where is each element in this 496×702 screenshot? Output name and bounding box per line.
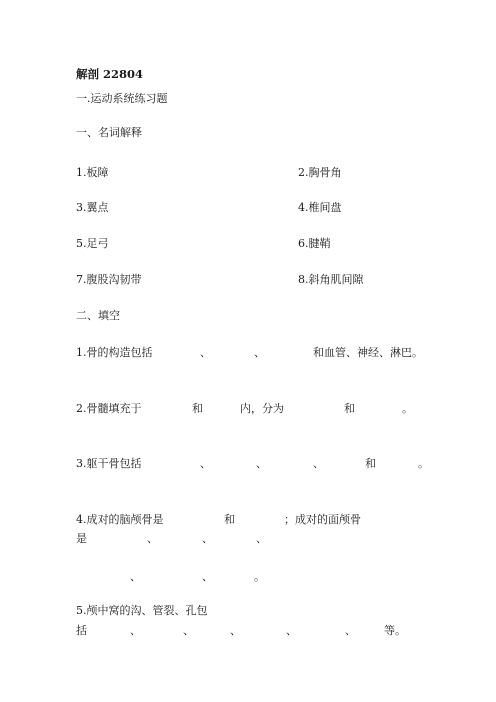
- question-2-mid: 内，分为: [240, 402, 284, 415]
- question-2-stem: 2.骨髓填充于: [76, 402, 142, 415]
- term-item: 4.椎间盘: [298, 201, 342, 214]
- blank-separator: 、: [202, 570, 213, 583]
- blank-separator: 、: [130, 624, 141, 637]
- blank-separator: 、: [147, 532, 158, 545]
- section-heading-terms: 一、名词解释: [76, 126, 142, 139]
- question-3-end: 。: [418, 457, 429, 470]
- blank-separator: 、: [230, 624, 241, 637]
- question-4-stem: 4.成对的脑颅骨是: [76, 513, 164, 526]
- blank-separator: 、: [183, 624, 194, 637]
- question-2-end: 。: [402, 402, 413, 415]
- term-item: 7.腹股沟韧带: [76, 273, 142, 286]
- document-title: 解剖 22804: [76, 67, 144, 81]
- blank-connector: 和: [224, 513, 235, 526]
- term-item: 6.腱鞘: [298, 237, 331, 250]
- blank-separator: 、: [254, 346, 265, 359]
- blank-separator: 、: [256, 457, 267, 470]
- term-item: 5.足弓: [76, 237, 109, 250]
- term-item: 3.翼点: [76, 201, 109, 214]
- term-item: 2.胸骨角: [298, 166, 342, 179]
- blank-separator: 、: [256, 532, 267, 545]
- blank-separator: 、: [313, 457, 324, 470]
- blank-connector: 和: [192, 402, 203, 415]
- term-item: 1.板障: [76, 166, 109, 179]
- question-1-tail: 和血管、神经、淋巴。: [313, 346, 423, 359]
- term-item: 8.斜角肌间隙: [298, 273, 364, 286]
- blank-separator: 、: [130, 570, 141, 583]
- question-3-stem: 3.躯干骨包括: [76, 457, 142, 470]
- blank-separator: 、: [200, 346, 211, 359]
- question-5-stem: 5.颅中窝的沟、管裂、孔包: [76, 604, 208, 617]
- chapter-heading: 一.运动系统练习题: [76, 92, 168, 105]
- blank-connector: 和: [344, 402, 355, 415]
- question-4-end: 。: [254, 570, 265, 583]
- question-5-line2-start: 括: [76, 624, 87, 637]
- question-4-line2-start: 是: [76, 532, 87, 545]
- blank-separator: 、: [202, 532, 213, 545]
- blank-connector: 和: [365, 457, 376, 470]
- blank-separator: 、: [286, 624, 297, 637]
- section-heading-fill: 二、填空: [76, 309, 120, 322]
- question-4-mid: ；成对的面颅骨: [284, 513, 361, 526]
- blank-separator: 、: [200, 457, 211, 470]
- question-5-end: 等。: [384, 624, 406, 637]
- blank-separator: 、: [345, 624, 356, 637]
- question-1-stem: 1.骨的构造包括: [76, 346, 153, 359]
